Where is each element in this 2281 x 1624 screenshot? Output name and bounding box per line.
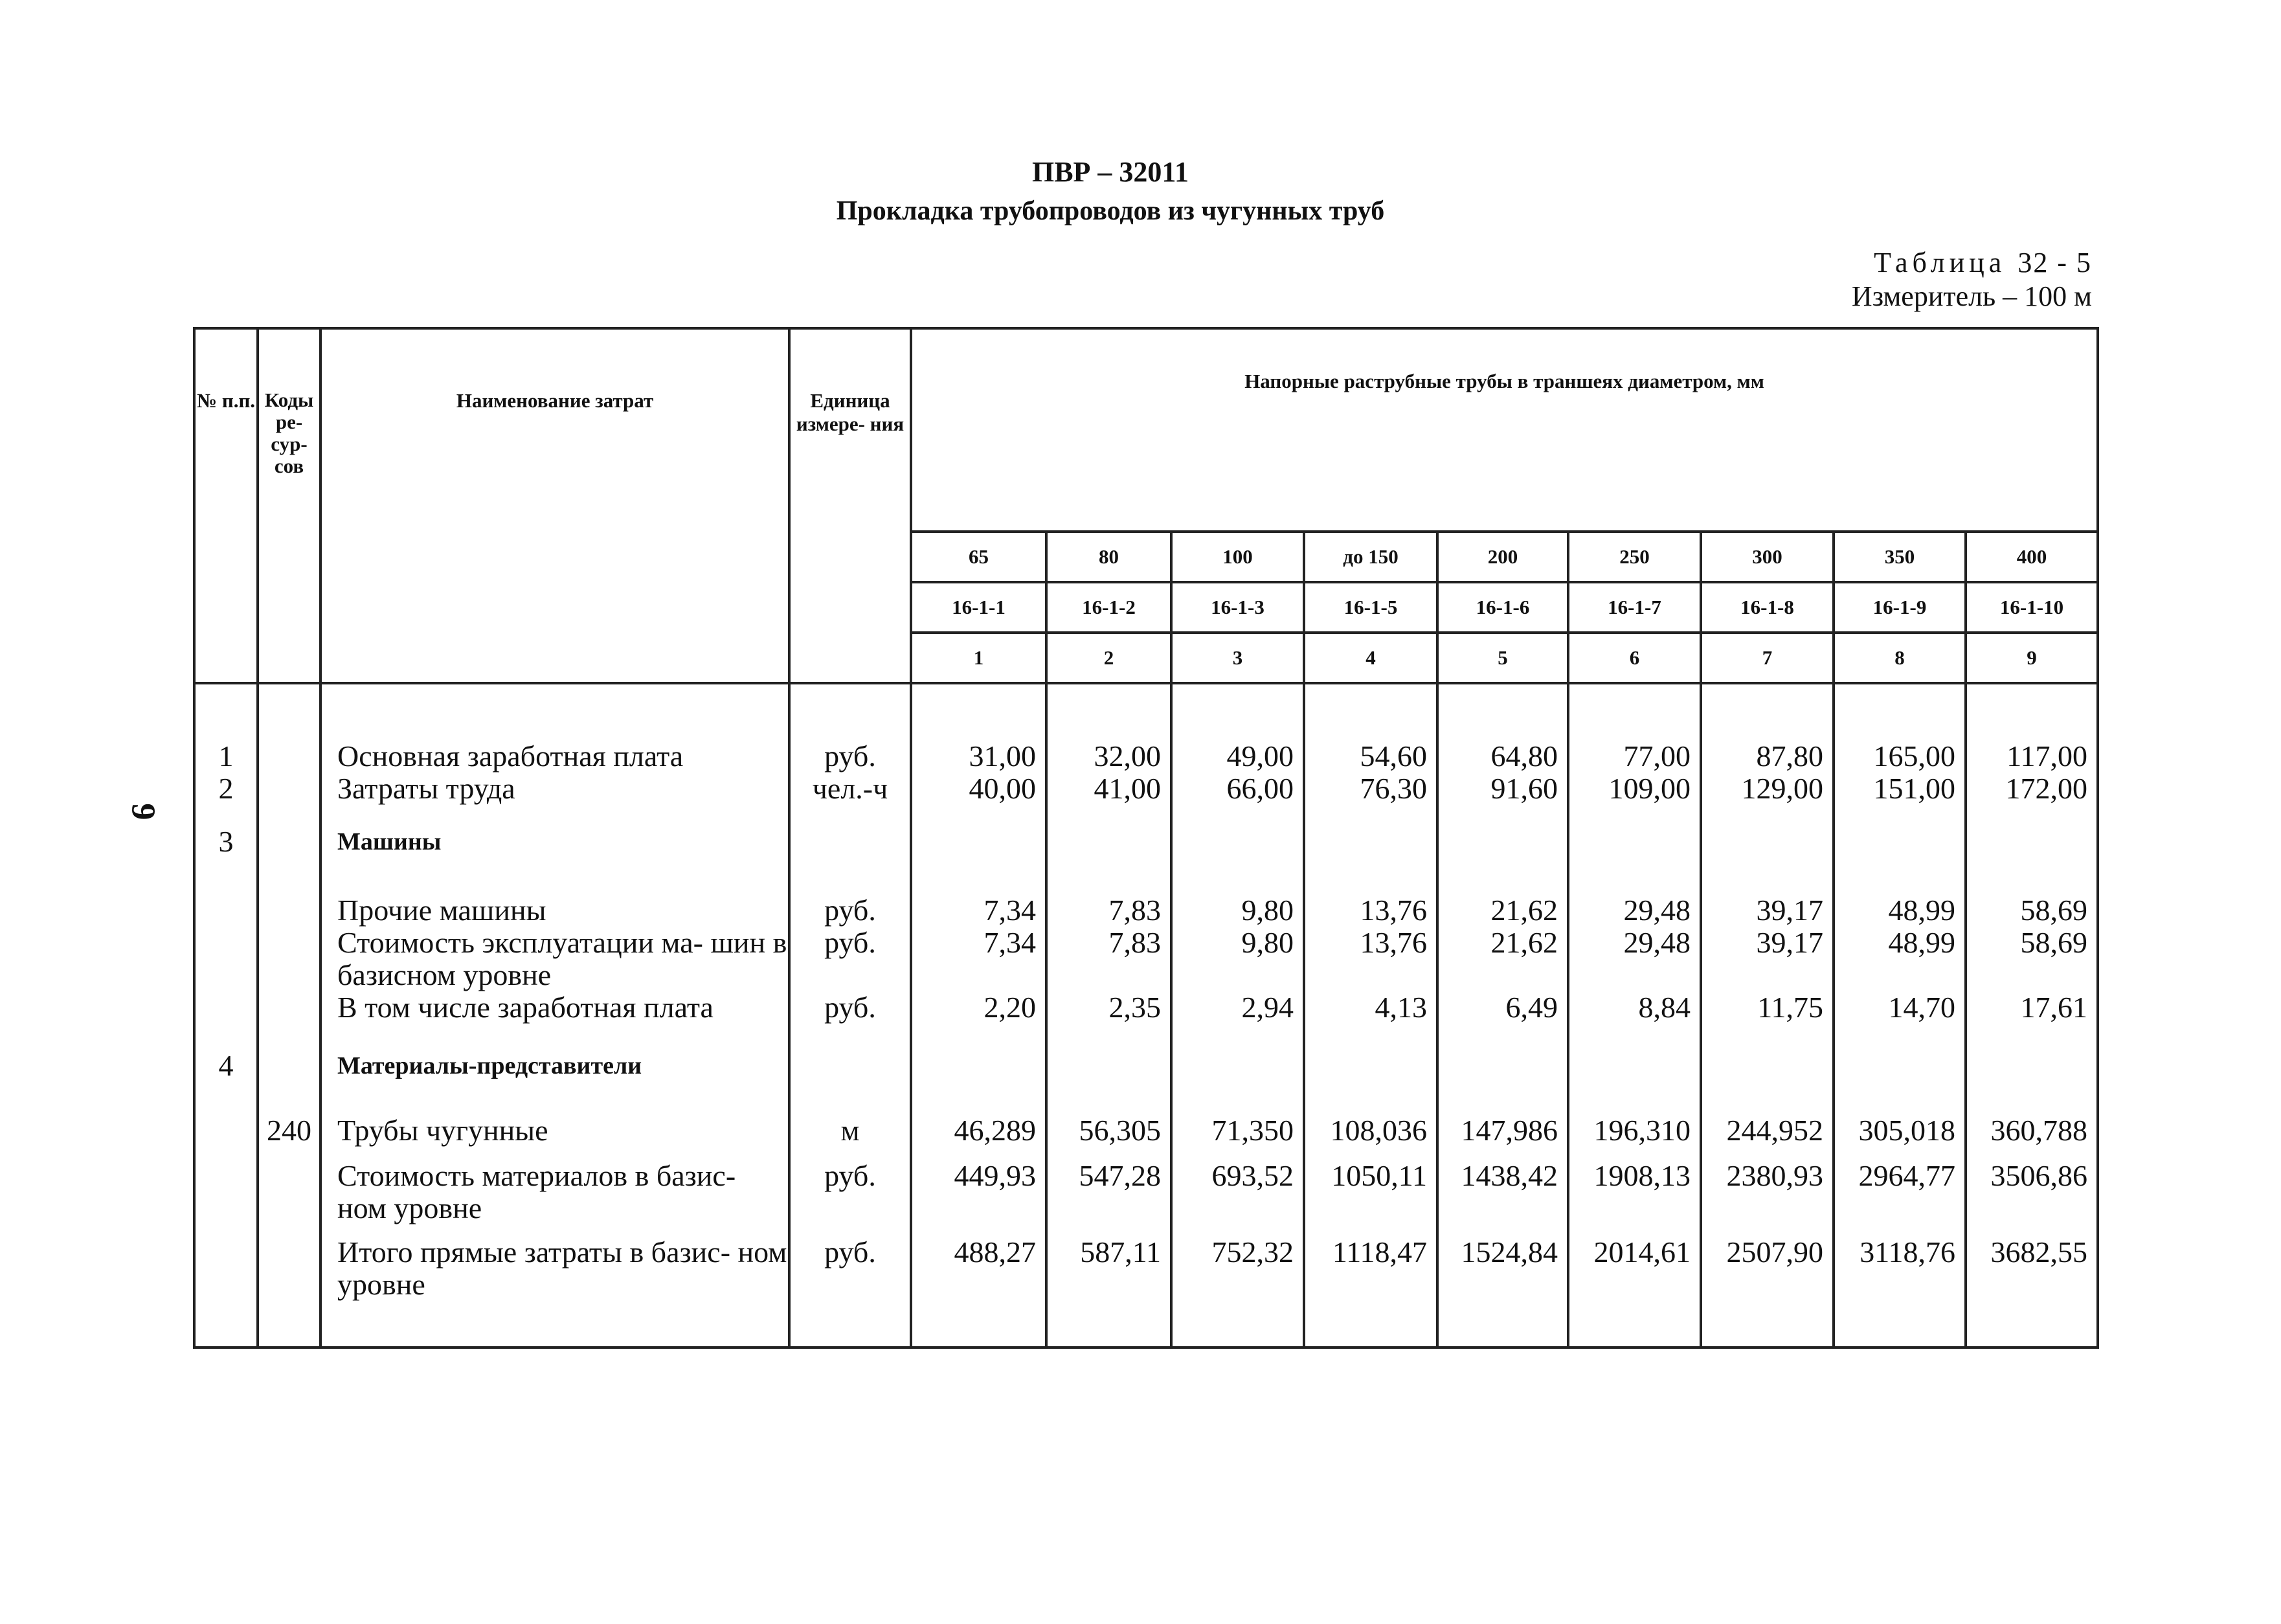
table-row: [194, 1030, 2098, 1095]
column-number-cell-7: 7: [1701, 633, 1834, 683]
unit: руб.: [789, 875, 911, 927]
norm-code-cell-7: 16-1-8: [1701, 582, 1834, 633]
cost-name: Прочие машины: [320, 875, 789, 927]
value-cell: 17,61: [1966, 991, 2098, 1030]
column-number-cell-1: 1: [911, 633, 1046, 683]
unit: руб.: [789, 927, 911, 991]
value-cell: 9,80: [1171, 927, 1304, 991]
value-cell: 2,35: [1046, 991, 1171, 1030]
value-cell: 21,62: [1437, 927, 1568, 991]
cost-name: Машины: [320, 813, 789, 875]
table-row: [194, 875, 2098, 927]
row-number: 2: [194, 773, 258, 813]
resource-code: [258, 1153, 320, 1224]
row-number: [194, 1095, 258, 1153]
row-number: [194, 875, 258, 927]
document-code: ПВР – 32011: [1031, 156, 1189, 188]
resource-code: [258, 1224, 320, 1348]
column-number-cell-5: 5: [1437, 633, 1568, 683]
value-cell: 8,84: [1568, 991, 1701, 1030]
value-cell: 117,00: [1966, 683, 2098, 773]
diameter-cell-3: 100: [1171, 532, 1304, 582]
value-cell: [1834, 813, 1966, 875]
cost-name: Стоимость материалов в базис- ном уровне: [320, 1153, 789, 1224]
diameter-cell-4: до 150: [1304, 532, 1437, 582]
value-cell: [1171, 1030, 1304, 1095]
measure-unit: Измеритель – 100 м: [1851, 280, 2092, 312]
norm-code-cell-4: 16-1-5: [1304, 582, 1437, 633]
value-cell: 71,350: [1171, 1095, 1304, 1153]
value-cell: 91,60: [1437, 773, 1568, 813]
row-number: 3: [194, 813, 258, 875]
resource-code: [258, 1030, 320, 1095]
value-cell: 48,99: [1834, 927, 1966, 991]
value-cell: 244,952: [1701, 1095, 1834, 1153]
value-cell: 693,52: [1171, 1153, 1304, 1224]
value-cell: 76,30: [1304, 773, 1437, 813]
page-number: 9: [124, 803, 162, 820]
diameter-cell-1: 65: [911, 532, 1046, 582]
value-cell: 449,93: [911, 1153, 1046, 1224]
row-number: [194, 1153, 258, 1224]
value-cell: 172,00: [1966, 773, 2098, 813]
value-cell: 7,34: [911, 927, 1046, 991]
value-cell: 21,62: [1437, 875, 1568, 927]
cost-name: В том числе заработная плата: [320, 991, 789, 1030]
document-subtitle: Прокладка трубопроводов из чугунных труб: [836, 196, 1385, 226]
header-group-caption: Напорные раструбные трубы в траншеях диаметром, мм: [911, 328, 2098, 532]
unit: чел.-ч: [789, 773, 911, 813]
norm-code-cell-9: 16-1-10: [1966, 582, 2098, 633]
value-cell: 14,70: [1834, 991, 1966, 1030]
value-cell: 151,00: [1834, 773, 1966, 813]
resource-code: [258, 813, 320, 875]
column-number-cell-8: 8: [1834, 633, 1966, 683]
value-cell: 1908,13: [1568, 1153, 1701, 1224]
table-header: [194, 328, 2098, 683]
value-cell: 7,34: [911, 875, 1046, 927]
value-cell: 13,76: [1304, 875, 1437, 927]
resource-code: [258, 991, 320, 1030]
row-number: 4: [194, 1030, 258, 1095]
table-label: Таблица: [1874, 247, 2006, 278]
value-cell: 46,289: [911, 1095, 1046, 1153]
value-cell: 147,986: [1437, 1095, 1568, 1153]
value-cell: 41,00: [1046, 773, 1171, 813]
value-cell: 64,80: [1437, 683, 1568, 773]
value-cell: 39,17: [1701, 875, 1834, 927]
value-cell: [1304, 813, 1437, 875]
value-cell: 3682,55: [1966, 1224, 2098, 1348]
value-cell: 54,60: [1304, 683, 1437, 773]
row-number: [194, 927, 258, 991]
value-cell: 2,20: [911, 991, 1046, 1030]
value-cell: 2507,90: [1701, 1224, 1834, 1348]
value-cell: [1171, 813, 1304, 875]
table-id: [1874, 246, 2092, 279]
cost-table: [193, 327, 2099, 1349]
cost-name: Затраты труда: [320, 773, 789, 813]
table-row: [194, 773, 2098, 813]
value-cell: [911, 813, 1046, 875]
column-number-cell-2: 2: [1046, 633, 1171, 683]
row-number: 1: [194, 683, 258, 773]
norm-code-cell-5: 16-1-6: [1437, 582, 1568, 633]
value-cell: 48,99: [1834, 875, 1966, 927]
value-cell: [1568, 813, 1701, 875]
value-cell: [1701, 813, 1834, 875]
value-cell: 58,69: [1966, 927, 2098, 991]
value-cell: 29,48: [1568, 927, 1701, 991]
value-cell: 32,00: [1046, 683, 1171, 773]
table-row: [194, 1224, 2098, 1348]
value-cell: 488,27: [911, 1224, 1046, 1348]
diameter-cell-5: 200: [1437, 532, 1568, 582]
value-cell: 2014,61: [1568, 1224, 1701, 1348]
value-cell: 9,80: [1171, 875, 1304, 927]
value-cell: 31,00: [911, 683, 1046, 773]
value-cell: [1046, 813, 1171, 875]
cost-name: Итого прямые затраты в базис- ном уровне: [320, 1224, 789, 1348]
value-cell: 752,32: [1171, 1224, 1304, 1348]
header-unit: Единица измере- ния: [789, 328, 911, 683]
value-cell: 109,00: [1568, 773, 1701, 813]
value-cell: [1966, 813, 2098, 875]
value-cell: 6,49: [1437, 991, 1568, 1030]
value-cell: 58,69: [1966, 875, 2098, 927]
value-cell: 1438,42: [1437, 1153, 1568, 1224]
value-cell: 7,83: [1046, 875, 1171, 927]
unit: [789, 1030, 911, 1095]
unit: м: [789, 1095, 911, 1153]
value-cell: 196,310: [1568, 1095, 1701, 1153]
value-cell: 49,00: [1171, 683, 1304, 773]
norm-code-cell-3: 16-1-3: [1171, 582, 1304, 633]
resource-code: [258, 773, 320, 813]
value-cell: 87,80: [1701, 683, 1834, 773]
table-body: [194, 683, 2098, 1348]
value-cell: 13,76: [1304, 927, 1437, 991]
value-cell: 1050,11: [1304, 1153, 1437, 1224]
unit: руб.: [789, 1224, 911, 1348]
unit: руб.: [789, 683, 911, 773]
value-cell: 305,018: [1834, 1095, 1966, 1153]
cost-name: Основная заработная плата: [320, 683, 789, 773]
column-number-cell-4: 4: [1304, 633, 1437, 683]
value-cell: 108,036: [1304, 1095, 1437, 1153]
value-cell: [1304, 1030, 1437, 1095]
row-number: [194, 991, 258, 1030]
value-cell: 1118,47: [1304, 1224, 1437, 1348]
norm-code-cell-2: 16-1-2: [1046, 582, 1171, 633]
value-cell: 4,13: [1304, 991, 1437, 1030]
table-row: [194, 991, 2098, 1030]
cost-name: Материалы-представители: [320, 1030, 789, 1095]
value-cell: [1966, 1030, 2098, 1095]
value-cell: 40,00: [911, 773, 1046, 813]
value-cell: 11,75: [1701, 991, 1834, 1030]
value-cell: 165,00: [1834, 683, 1966, 773]
header-name: Наименование затрат: [320, 328, 789, 683]
table-number: 32 - 5: [2017, 247, 2092, 278]
table-row: [194, 927, 2098, 991]
value-cell: 7,83: [1046, 927, 1171, 991]
table-row: [194, 813, 2098, 875]
value-cell: 56,305: [1046, 1095, 1171, 1153]
row-number: [194, 1224, 258, 1348]
norm-code-cell-1: 16-1-1: [911, 582, 1046, 633]
value-cell: 129,00: [1701, 773, 1834, 813]
value-cell: [911, 1030, 1046, 1095]
resource-code: [258, 683, 320, 773]
unit: руб.: [789, 1153, 911, 1224]
value-cell: 77,00: [1568, 683, 1701, 773]
header-no: № п.п.: [194, 328, 258, 683]
table-row: [194, 1095, 2098, 1153]
resource-code: 240: [258, 1095, 320, 1153]
value-cell: [1046, 1030, 1171, 1095]
resource-code: [258, 927, 320, 991]
value-cell: 360,788: [1966, 1095, 2098, 1153]
table-row: [194, 1153, 2098, 1224]
diameter-cell-2: 80: [1046, 532, 1171, 582]
cost-name: Трубы чугунные: [320, 1095, 789, 1153]
cost-name: Стоимость эксплуатации ма- шин в базисном уровне: [320, 927, 789, 991]
value-cell: 3118,76: [1834, 1224, 1966, 1348]
value-cell: 2964,77: [1834, 1153, 1966, 1224]
value-cell: [1437, 813, 1568, 875]
column-number-cell-9: 9: [1966, 633, 2098, 683]
value-cell: 39,17: [1701, 927, 1834, 991]
unit: [789, 813, 911, 875]
norm-code-cell-6: 16-1-7: [1568, 582, 1701, 633]
diameter-cell-9: 400: [1966, 532, 2098, 582]
value-cell: 29,48: [1568, 875, 1701, 927]
norm-code-cell-8: 16-1-9: [1834, 582, 1966, 633]
value-cell: [1568, 1030, 1701, 1095]
value-cell: 2,94: [1171, 991, 1304, 1030]
diameter-cell-7: 300: [1701, 532, 1834, 582]
column-number-cell-3: 3: [1171, 633, 1304, 683]
value-cell: 3506,86: [1966, 1153, 2098, 1224]
resource-code: [258, 875, 320, 927]
diameter-cell-8: 350: [1834, 532, 1966, 582]
column-number-cell-6: 6: [1568, 633, 1701, 683]
value-cell: 587,11: [1046, 1224, 1171, 1348]
value-cell: 547,28: [1046, 1153, 1171, 1224]
value-cell: [1701, 1030, 1834, 1095]
value-cell: 66,00: [1171, 773, 1304, 813]
value-cell: 2380,93: [1701, 1153, 1834, 1224]
table-row: [194, 683, 2098, 773]
unit: руб.: [789, 991, 911, 1030]
value-cell: [1437, 1030, 1568, 1095]
value-cell: 1524,84: [1437, 1224, 1568, 1348]
diameter-cell-6: 250: [1568, 532, 1701, 582]
value-cell: [1834, 1030, 1966, 1095]
header-code: Коды ре- сур- сов: [258, 328, 320, 683]
